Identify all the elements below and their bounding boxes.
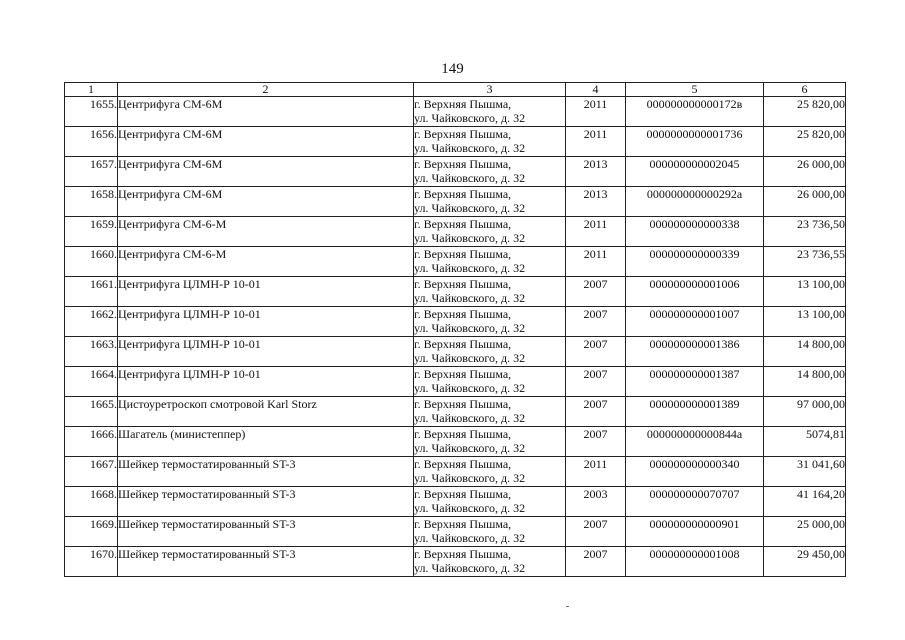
address-city: г. Верхняя Пышма,	[414, 337, 512, 351]
item-name-cell: Шейкер термостатированный ST-3	[118, 487, 414, 517]
address-street: ул. Чайковского, д. 32	[414, 441, 526, 455]
cost-cell: 23 736,50	[764, 217, 846, 247]
item-name-cell: Цистоуретроскоп смотровой Karl Storz	[118, 397, 414, 427]
column-header: 5	[626, 83, 764, 97]
inventory-number-cell: 000000000001386	[626, 337, 764, 367]
cost-cell: 25 820,00	[764, 127, 846, 157]
cost-cell: 13 100,00	[764, 307, 846, 337]
address-cell	[414, 307, 566, 337]
address-city: г. Верхняя Пышма,	[414, 127, 512, 141]
row-number-cell: 1667.	[65, 457, 118, 487]
address-city: г. Верхняя Пышма,	[414, 157, 512, 171]
row-number-cell: 1670.	[65, 547, 118, 577]
item-name-cell: Шейкер термостатированный ST-3	[118, 547, 414, 577]
address-city: г. Верхняя Пышма,	[414, 307, 512, 321]
inventory-number-cell: 000000000001387	[626, 367, 764, 397]
cost-cell: 14 800,00	[764, 337, 846, 367]
table-row	[65, 397, 846, 427]
address-city: г. Верхняя Пышма,	[414, 517, 512, 531]
address-street: ул. Чайковского, д. 32	[414, 321, 526, 335]
address-street: ул. Чайковского, д. 32	[414, 291, 526, 305]
inventory-number-cell: 000000000000844а	[626, 427, 764, 457]
row-number-cell: 1661.	[65, 277, 118, 307]
column-header: 4	[566, 83, 626, 97]
column-header: 6	[764, 83, 846, 97]
item-name-cell: Центрифуга ЦЛМН-Р 10-01	[118, 337, 414, 367]
cost-cell: 25 820,00	[764, 97, 846, 127]
year-cell: 2007	[566, 517, 626, 547]
table-row	[65, 547, 846, 577]
year-cell: 2013	[566, 157, 626, 187]
item-name-cell: Центрифуга СМ-6М	[118, 157, 414, 187]
item-name-cell: Шейкер термостатированный ST-3	[118, 517, 414, 547]
row-number-cell: 1657.	[65, 157, 118, 187]
address-city: г. Верхняя Пышма,	[414, 217, 512, 231]
year-cell: 2013	[566, 187, 626, 217]
item-name-cell: Центрифуга СМ-6М	[118, 127, 414, 157]
table-row	[65, 517, 846, 547]
year-cell: 2011	[566, 97, 626, 127]
row-number-cell: 1655.	[65, 97, 118, 127]
address-city: г. Верхняя Пышма,	[414, 547, 512, 561]
item-name-cell: Центрифуга СМ-6М	[118, 187, 414, 217]
row-number-cell: 1666.	[65, 427, 118, 457]
address-cell	[414, 277, 566, 307]
address-cell	[414, 337, 566, 367]
address-city: г. Верхняя Пышма,	[414, 397, 512, 411]
item-name-cell: Шейкер термостатированный ST-3	[118, 457, 414, 487]
address-street: ул. Чайковского, д. 32	[414, 111, 526, 125]
inventory-number-cell: 000000000001007	[626, 307, 764, 337]
cost-cell: 26 000,00	[764, 187, 846, 217]
table-row	[65, 277, 846, 307]
row-number-cell: 1665.	[65, 397, 118, 427]
address-cell	[414, 97, 566, 127]
item-name-cell: Центрифуга СМ-6М	[118, 97, 414, 127]
table-row	[65, 127, 846, 157]
table-row	[65, 157, 846, 187]
table-row	[65, 187, 846, 217]
table-row	[65, 337, 846, 367]
address-cell	[414, 127, 566, 157]
column-header: 3	[414, 83, 566, 97]
year-cell: 2011	[566, 217, 626, 247]
year-cell: 2007	[566, 367, 626, 397]
cost-cell: 14 800,00	[764, 367, 846, 397]
column-header: 2	[118, 83, 414, 97]
row-number-cell: 1659.	[65, 217, 118, 247]
table-row	[65, 307, 846, 337]
cost-cell: 41 164,20	[764, 487, 846, 517]
address-street: ул. Чайковского, д. 32	[414, 561, 526, 575]
column-number-row	[65, 83, 846, 97]
inventory-number-cell: 000000000000340	[626, 457, 764, 487]
year-cell: 2011	[566, 127, 626, 157]
table-row	[65, 457, 846, 487]
year-cell: 2007	[566, 397, 626, 427]
item-name-cell: Центрифуга СМ-6-М	[118, 217, 414, 247]
row-number-cell: 1658.	[65, 187, 118, 217]
address-cell	[414, 517, 566, 547]
address-cell	[414, 247, 566, 277]
cost-cell: 23 736,55	[764, 247, 846, 277]
item-name-cell: Шагатель (министеппер)	[118, 427, 414, 457]
address-city: г. Верхняя Пышма,	[414, 97, 512, 111]
address-street: ул. Чайковского, д. 32	[414, 381, 526, 395]
address-street: ул. Чайковского, д. 32	[414, 171, 526, 185]
item-name-cell: Центрифуга ЦЛМН-Р 10-01	[118, 367, 414, 397]
inventory-number-cell: 000000000001389	[626, 397, 764, 427]
cost-cell: 26 000,00	[764, 157, 846, 187]
year-cell: 2007	[566, 547, 626, 577]
row-number-cell: 1663.	[65, 337, 118, 367]
inventory-number-cell: 000000000000172в	[626, 97, 764, 127]
cost-cell: 13 100,00	[764, 277, 846, 307]
address-cell	[414, 487, 566, 517]
address-street: ул. Чайковского, д. 32	[414, 231, 526, 245]
address-street: ул. Чайковского, д. 32	[414, 411, 526, 425]
address-cell	[414, 427, 566, 457]
inventory-number-cell: 000000000000901	[626, 517, 764, 547]
table-row	[65, 217, 846, 247]
inventory-number-cell: 000000000002045	[626, 157, 764, 187]
address-cell	[414, 397, 566, 427]
table-row	[65, 97, 846, 127]
year-cell: 2007	[566, 277, 626, 307]
address-city: г. Верхняя Пышма,	[414, 277, 512, 291]
table-row	[65, 367, 846, 397]
cost-cell: 31 041,60	[764, 457, 846, 487]
address-street: ул. Чайковского, д. 32	[414, 351, 526, 365]
address-city: г. Верхняя Пышма,	[414, 427, 512, 441]
address-cell	[414, 157, 566, 187]
row-number-cell: 1662.	[65, 307, 118, 337]
item-name-cell: Центрифуга СМ-6-М	[118, 247, 414, 277]
inventory-number-cell: 000000000070707	[626, 487, 764, 517]
table-row	[65, 427, 846, 457]
row-number-cell: 1660.	[65, 247, 118, 277]
address-street: ул. Чайковского, д. 32	[414, 141, 526, 155]
address-street: ул. Чайковского, д. 32	[414, 531, 526, 545]
cost-cell: 25 000,00	[764, 517, 846, 547]
table-row	[65, 487, 846, 517]
row-number-cell: 1656.	[65, 127, 118, 157]
address-cell	[414, 367, 566, 397]
cost-cell: 29 450,00	[764, 547, 846, 577]
year-cell: 2003	[566, 487, 626, 517]
cost-cell: 97 000,00	[764, 397, 846, 427]
table-row	[65, 247, 846, 277]
address-street: ул. Чайковского, д. 32	[414, 261, 526, 275]
address-cell	[414, 217, 566, 247]
item-name-cell: Центрифуга ЦЛМН-Р 10-01	[118, 277, 414, 307]
address-street: ул. Чайковского, д. 32	[414, 471, 526, 485]
item-name-cell: Центрифуга ЦЛМН-Р 10-01	[118, 307, 414, 337]
inventory-number-cell: 000000000000292а	[626, 187, 764, 217]
column-header: 1	[65, 83, 118, 97]
inventory-number-cell: 0000000000001736	[626, 127, 764, 157]
address-cell	[414, 547, 566, 577]
address-city: г. Верхняя Пышма,	[414, 367, 512, 381]
address-city: г. Верхняя Пышма,	[414, 187, 512, 201]
inventory-number-cell: 000000000000339	[626, 247, 764, 277]
address-city: г. Верхняя Пышма,	[414, 247, 512, 261]
row-number-cell: 1668.	[65, 487, 118, 517]
row-number-cell: 1664.	[65, 367, 118, 397]
address-city: г. Верхняя Пышма,	[414, 487, 512, 501]
year-cell: 2007	[566, 427, 626, 457]
year-cell: 2007	[566, 307, 626, 337]
year-cell: 2011	[566, 457, 626, 487]
year-cell: 2007	[566, 337, 626, 367]
year-cell: 2011	[566, 247, 626, 277]
asset-registry-table	[64, 82, 846, 577]
address-street: ул. Чайковского, д. 32	[414, 201, 526, 215]
inventory-number-cell: 000000000001008	[626, 547, 764, 577]
inventory-number-cell: 000000000000338	[626, 217, 764, 247]
cost-cell: 5074,81	[764, 427, 846, 457]
address-cell	[414, 457, 566, 487]
address-city: г. Верхняя Пышма,	[414, 457, 512, 471]
page-number: 149	[441, 61, 464, 77]
inventory-number-cell: 000000000001006	[626, 277, 764, 307]
scan-speck	[566, 606, 569, 607]
address-cell	[414, 187, 566, 217]
address-street: ул. Чайковского, д. 32	[414, 501, 526, 515]
row-number-cell: 1669.	[65, 517, 118, 547]
